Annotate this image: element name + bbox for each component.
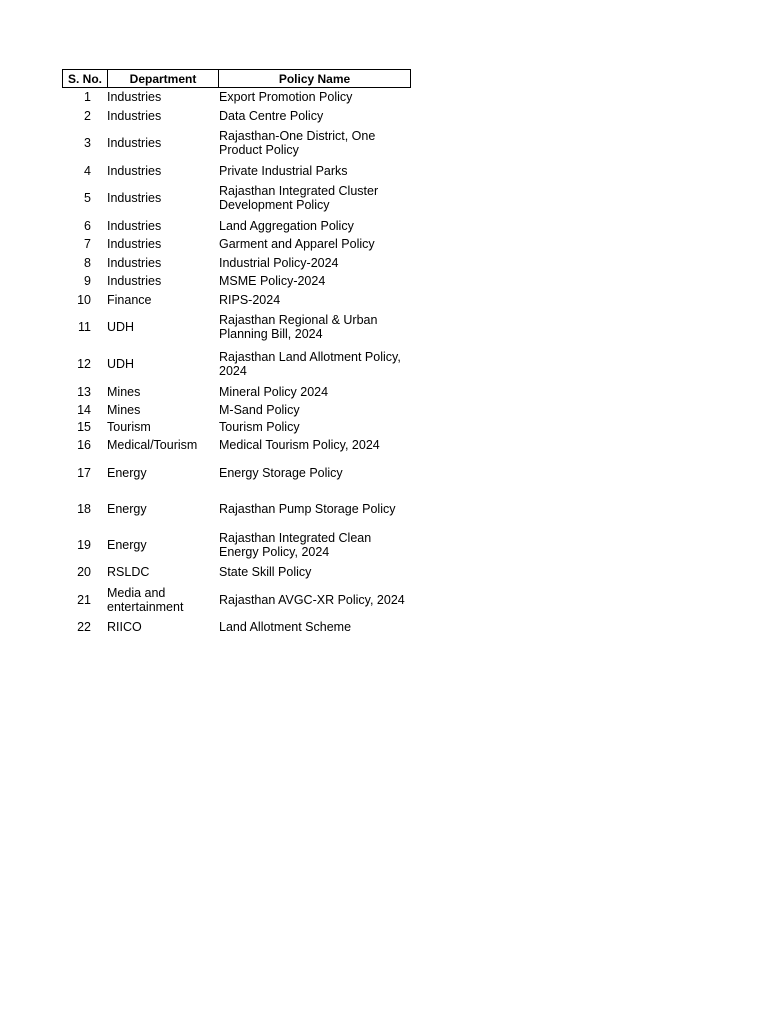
department-cell: RSLDC [107, 565, 150, 580]
policy-cell: M-Sand Policy [219, 402, 300, 417]
department-cell: Industries [107, 136, 162, 151]
sno-cell: 17 [77, 465, 91, 480]
sno-cell: 3 [84, 136, 91, 151]
table-row [62, 235, 411, 253]
department-cell: Industries [107, 237, 162, 252]
table-row [62, 401, 411, 419]
policy-cell: Tourism Policy [219, 420, 300, 435]
sno-cell: 10 [77, 292, 91, 307]
department-cell: Mines [107, 384, 141, 399]
sno-cell: 19 [77, 538, 91, 553]
header-department: Department [107, 70, 218, 87]
department-cell: UDH [107, 356, 135, 371]
sno-cell: 22 [77, 620, 91, 635]
department-cell: Industries [107, 191, 162, 206]
policy-cell: Rajasthan Integrated Cluster Development Policy [219, 184, 379, 213]
sno-cell: 16 [77, 438, 91, 453]
header-sno: S. No. [67, 71, 102, 86]
department-cell: Industries [107, 163, 162, 178]
sno-cell: 6 [84, 218, 91, 233]
department-cell: Industries [107, 90, 162, 105]
sno-cell: 15 [77, 420, 91, 435]
policy-cell: MSME Policy-2024 [219, 274, 326, 289]
policy-cell: Land Allotment Scheme [219, 620, 352, 635]
department-cell: Industries [107, 274, 162, 289]
table-row [62, 618, 411, 636]
department-cell: UDH [107, 320, 135, 335]
table-row [62, 290, 411, 308]
table-row [62, 418, 411, 436]
table-row [62, 125, 411, 162]
policy-cell: Medical Tourism Policy, 2024 [219, 438, 380, 453]
table-row [62, 454, 411, 491]
department-cell: Energy [107, 538, 147, 553]
policy-cell: Export Promotion Policy [219, 90, 353, 105]
table-row [62, 309, 411, 346]
header-policy-name: Policy Name [218, 70, 410, 87]
sno-cell: 1 [84, 90, 91, 105]
sno-cell: 18 [77, 502, 91, 517]
department-cell: Finance [107, 292, 152, 307]
table-row [62, 346, 411, 383]
sno-cell: 20 [77, 565, 91, 580]
policy-cell: Data Centre Policy [219, 108, 324, 123]
department-cell: Medical/Tourism [107, 438, 198, 453]
department-cell: Media and entertainment [107, 585, 184, 614]
department-cell: Mines [107, 402, 141, 417]
sno-cell: 8 [84, 255, 91, 270]
policy-cell: Industrial Policy-2024 [219, 255, 339, 270]
department-cell: Energy [107, 502, 147, 517]
department-cell: Tourism [107, 420, 151, 435]
department-cell: Industries [107, 218, 162, 233]
table-row [62, 106, 411, 124]
table-row [62, 88, 411, 106]
policy-cell: Private Industrial Parks [219, 163, 348, 178]
policy-cell: RIPS-2024 [219, 292, 281, 307]
sno-cell: 21 [77, 592, 91, 607]
policy-cell: Energy Storage Policy [219, 465, 343, 480]
sno-cell: 9 [84, 274, 91, 289]
policy-cell: Mineral Policy 2024 [219, 384, 329, 399]
table-row [62, 528, 411, 563]
table-row [62, 563, 411, 581]
policy-cell: Rajasthan Regional & Urban Planning Bill, 2024 [219, 313, 378, 342]
policy-cell: Rajasthan-One District, One Product Policy [219, 129, 376, 158]
department-cell: RIICO [107, 620, 142, 635]
department-cell: Energy [107, 465, 147, 480]
table-row [62, 272, 411, 290]
table-row [62, 491, 411, 528]
policy-cell: Rajasthan Land Allotment Policy, 2024 [219, 349, 401, 378]
table-row [62, 180, 411, 217]
policy-cell: Rajasthan Pump Storage Policy [219, 502, 396, 517]
table-row [62, 382, 411, 400]
policy-cell: Garment and Apparel Policy [219, 237, 375, 252]
department-cell: Industries [107, 255, 162, 270]
policy-table [62, 69, 411, 637]
table-row [62, 436, 411, 454]
sno-cell: 13 [77, 384, 91, 399]
table-header-row [62, 69, 411, 88]
sno-cell: 2 [84, 108, 91, 123]
table-row [62, 581, 411, 618]
sno-cell: 7 [84, 237, 91, 252]
policy-cell: Rajasthan AVGC-XR Policy, 2024 [219, 592, 405, 607]
table-row [62, 162, 411, 180]
table-row [62, 254, 411, 272]
policy-cell: Land Aggregation Policy [219, 218, 354, 233]
sno-cell: 11 [78, 320, 91, 335]
sno-cell: 4 [84, 163, 91, 178]
sno-cell: 14 [77, 402, 91, 417]
table-row [62, 217, 411, 235]
policy-cell: State Skill Policy [219, 565, 312, 580]
department-cell: Industries [107, 108, 162, 123]
policy-cell: Rajasthan Integrated Clean Energy Policy, 2024 [219, 531, 372, 560]
sno-cell: 12 [77, 356, 91, 371]
sno-cell: 5 [84, 191, 91, 206]
